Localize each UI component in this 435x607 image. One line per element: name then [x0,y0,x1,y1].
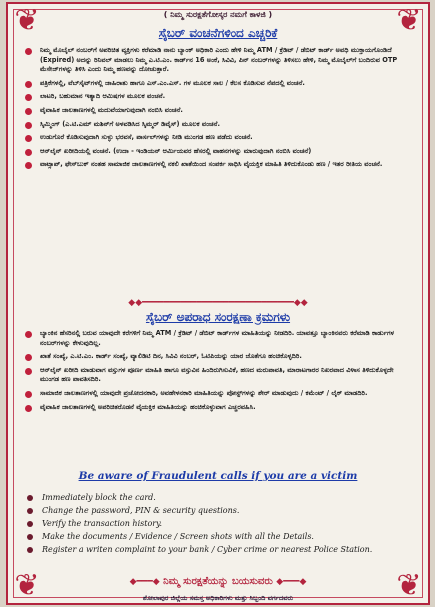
list-item: ಸ್ಕಿಮ್ಮಿಂಗ್ (ಎ.ಟಿ.ಎಮ್ ಮಶಿನ್‌ಗೆ ಅಳವಡಿಸಿದ ಸ್ಕಿಮ್ಮರ್ ಡಿವೈಸ್) ಮೂಲಕ ವಂಚನೆ. [22,120,412,130]
bullet-icon [25,94,32,101]
bullet-icon [25,354,32,361]
prevention-list [22,329,412,416]
list-item: ವೈವಾಹಿಕ ಜಾಲತಾಣಗಳಲ್ಲಿ ಅಪರಿಚಿತರೊಡನೆ ವೈಯಕ್ತಿಕ ಮಾಹಿತಿಯನ್ನು ಹಂಚಿಕೊಳ್ಳುವಾಗ ಎಚ್ಚರವಹಿಸಿ. [22,403,412,413]
corner-ornament-icon: ❦ [14,3,40,38]
footer-credit: ಶೋಲಾಪುರ ಜಿಲ್ಲೆಯ ಸಮಸ್ತ ಅಧಿಕಾರಿಗಳು ಮತ್ತು ಸಿಬ್ಬಂದಿ ವರ್ಗದವರು [142,594,294,602]
bullet-icon [25,331,32,338]
ornamental-divider: ◆◆━━━━━━━━━━━━━━━━━━━━━━━━━━━━◆◆ [128,298,308,308]
bullet-icon [25,391,32,398]
slogan [8,576,428,587]
bullet-icon [27,547,33,553]
bullet-icon [27,508,33,514]
list-item: ನಿಮ್ಮ ಮೊಬೈಲ್ ನಂಬರ್‌ಗೆ ಅಪರಿಚಿತ ವ್ಯಕ್ತಿಗಳು ಕರೆಮಾಡಿ ನಾನು ಬ್ಯಾಂಕ್ ಅಧಿಕಾರಿ ಎಂದು ಹೇಳಿ ನಿಮ್ಮ ATM / ಕ್ರೆಡಿಟ್ / ಡೆಬಿಟ್ ಕಾರ್ಡ್ ಅವಧಿ ಮುಕ್ತಾಯಗೊಂಡಿದೆ (Expired) ಅದನ್ನು ರಿನಿವಲ್ ಮಾಡಲು ನಿಮ್ಮ ಎ.ಟಿ.ಎಂ. ಕಾರ್ಡ್‌ನ 16 ಅಂಕೆ, ಸಿವಿವಿ, ಪಿನ್ ನಂಬರ್‌ಗಳನ್ನು ತಿಳಿಸಲು ಹೇಳಿ, ನಿಮ್ಮ ಮೊಬೈಲ್‌ಗೆ ಬಂದಿರುವ OTP ಮೆಸೇಜ್‌ಗಳನ್ನು ತಿಳಿಸಿ ಎಂದು ನಿಮ್ಮ ಹಣವನ್ನು ದೋಚುತ್ತಾರೆ. [22,46,412,75]
bullet-icon [25,81,32,88]
corner-ornament-icon: ❦ [14,568,40,603]
bullet-icon [25,162,32,169]
list-item: ವೈವಾಹಿಕ ಜಾಲತಾಣಗಳಲ್ಲಿ ಮದುವೆಯಾಗುವುದಾಗಿ ನಂಬಿಸಿ ವಂಚನೆ. [22,106,412,116]
slogan-text: ನಿಮ್ಮ ಸುರಕ್ಷತೆಯನ್ನು ಬಯಸುವರು [163,576,273,587]
top-tagline: ( ನಿಮ್ಮ ಸುರಕ್ಷತೆಗೋಸ್ಕರ ನಮಗೆ ಕಾಳಜಿ ) [163,10,273,19]
victim-steps-list [24,492,412,557]
list-item: ಪತ್ರಿಕೆಗಳಲ್ಲಿ, ವೆಬ್‌ಸೈಟ್‌ಗಳಲ್ಲಿ ಜಾಹಿರಾತು ಹಾಗೂ ಎಸ್.ಎಂ.ಎಸ್. ಗಳ ಮೂಲಕ ಸಾಲ / ಕೆಲಸ ಕೊಡಿಸುವ ನೆಪದಲ್ಲಿ ವಂಚನೆ. [22,79,412,89]
list-item: Immediately block the card. [24,492,412,504]
bullet-icon [27,495,33,501]
slogan-right-ornament: ◆━━━◆ [276,577,307,587]
list-item: Make the documents / Evidence / Screen shots with all the Details. [24,531,412,543]
list-item: ಉಡುಗೊರೆ ಕೊಡಿಸುವುದಾಗಿ ಸುಳ್ಳು ಭರವಸೆ, ಪಾರ್ಸಲ್‌ಗಳನ್ನು ನೀಡಿ ಮುಂಗಡ ಹಣ ಪಡೆದು ವಂಚನೆ. [22,133,412,143]
victim-steps-heading: Be aware of Fraudulent calls if you are a victim [78,470,358,482]
bullet-icon [25,48,32,55]
bullet-icon [25,135,32,142]
corner-ornament-icon: ❦ [396,568,422,603]
section-heading-cyber-fraud: ಸೈಬರ್ ವಂಚನೆಗಳಿಂದ ಎಚ್ಚರಿಕೆ [158,26,278,40]
bullet-icon [25,149,32,156]
fraud-list [22,46,412,174]
list-item: ಆನ್‌ಲೈನ್ ಖರೀದಿಯಲ್ಲಿ ವಂಚನೆ. (ಉದಾ - ಇಂಡಿಯನ್ ಆರ್ಮಿಯವರ ಹೆಸರಲ್ಲಿ ವಾಹನಗಳನ್ನು ಮಾರುವುದಾಗಿ ನಂಬಿಸಿ ವಂಚನೆ) [22,147,412,157]
poster-sheet [6,2,430,605]
corner-ornament-icon: ❦ [396,3,422,38]
bullet-icon [25,405,32,412]
list-item: Verify the transaction history. [24,518,412,530]
list-item: ಲಾಟರಿ, ಬಹುಮಾನ ಇತ್ಯಾದಿ ಆಮಿಷಗಳ ಮೂಲಕ ವಂಚನೆ. [22,92,412,102]
list-item: ವಾಟ್ಸಾಪ್, ಫೇಸ್‌ಬುಕ್ ನಂತಹ ಸಾಮಾಜಿಕ ಜಾಲತಾಣಗಳಲ್ಲಿ ನಕಲಿ ಖಾತೆಯಿಂದ ಸಂಪರ್ಕ ಸಾಧಿಸಿ ವೈಯಕ್ತಿಕ ಮಾಹಿತಿ ತಿಳಿದುಕೊಂಡು ಹಣ / ಇತರ ರೀತಿಯ ವಂಚನೆ. [22,160,412,170]
list-item: ಸಾಮಾಜಿಕ ಜಾಲತಾಣಗಳಲ್ಲಿ ಯಾವುದೇ ಪ್ರಚೋದನಕಾರಿ, ಅವಹೇಳನಕಾರಿ ಮಾಹಿತಿಯನ್ನು ಪೋಸ್ಟ್‌ಗಳನ್ನು ಶೇರ್ ಮಾಡುವುದು / ಕಮೆಂಟ್ / ಲೈಕ್ ಮಾಡದಿರಿ. [22,389,412,399]
bullet-icon [27,534,33,540]
bullet-icon [27,521,33,527]
list-item: ಖಾತೆ ಸಂಖ್ಯೆ, ಎ.ಟಿ.ಎಂ. ಕಾರ್ಡ್ ಸಂಖ್ಯೆ, ವ್ಯಾಲಿಡಿಟಿ ದಿನ, ಸಿವಿವಿ ನಂಬರ್, ಓಟಿಪಿಯನ್ನು ಯಾರ ಜೊತೆಗೂ ಹಂಚಿಕೊಳ್ಳದಿರಿ. [22,352,412,362]
list-item: Register a writen complaint to your bank / Cyber crime or nearest Police Station. [24,544,412,556]
bullet-icon [25,368,32,375]
list-item: ಆನ್‌ಲೈನ್ ಖರೀದಿ ಮಾಡುವಾಗ ವಸ್ತುಗಳ ಪೂರ್ಣ ಮಾಹಿತಿ ಹಾಗೂ ವಸ್ತುವಿನ ಹಿಂದಿರುಗಿಸುವಿಕೆ, ಹಣದ ಮರುಪಾವತಿ, ಮಾರಾಟಗಾರರ ನಿಖರವಾದ ವಿಳಾಸ ತಿಳಿದುಕೊಳ್ಳದೇ ಮುಂಗಡ ಹಣ ಪಾವತಿಸದಿರಿ. [22,366,412,385]
slogan-left-ornament: ◆━━━◆ [129,577,160,587]
bullet-icon [25,122,32,129]
list-item: Change the password, PIN & security questions. [24,505,412,517]
list-item: ಬ್ಯಾಂಕಿನ ಹೆಸರಿನಲ್ಲಿ ಬರುವ ಯಾವುದೇ ಕರೆಗಳಿಗೆ ನಿಮ್ಮ ATM / ಕ್ರೆಡಿಟ್ / ಡೆಬಿಟ್ ಕಾರ್ಡ್‌ಗಳ ಮಾಹಿತಿಯನ್ನು ನೀಡದಿರಿ. ಯಾವತ್ತೂ ಬ್ಯಾಂಕಿನವರು ಕರೆಮಾಡಿ ಕಾರ್ಡುಗಳ ನಂಬರ್‌ಗಳನ್ನು ಕೇಳುವುದಿಲ್ಲ. [22,329,412,348]
bullet-icon [25,108,32,115]
section-heading-prevention: ಸೈಬರ್ ಅಪರಾಧ ಸಂರಕ್ಷಣಾ ಕ್ರಮಗಳು [145,310,291,324]
